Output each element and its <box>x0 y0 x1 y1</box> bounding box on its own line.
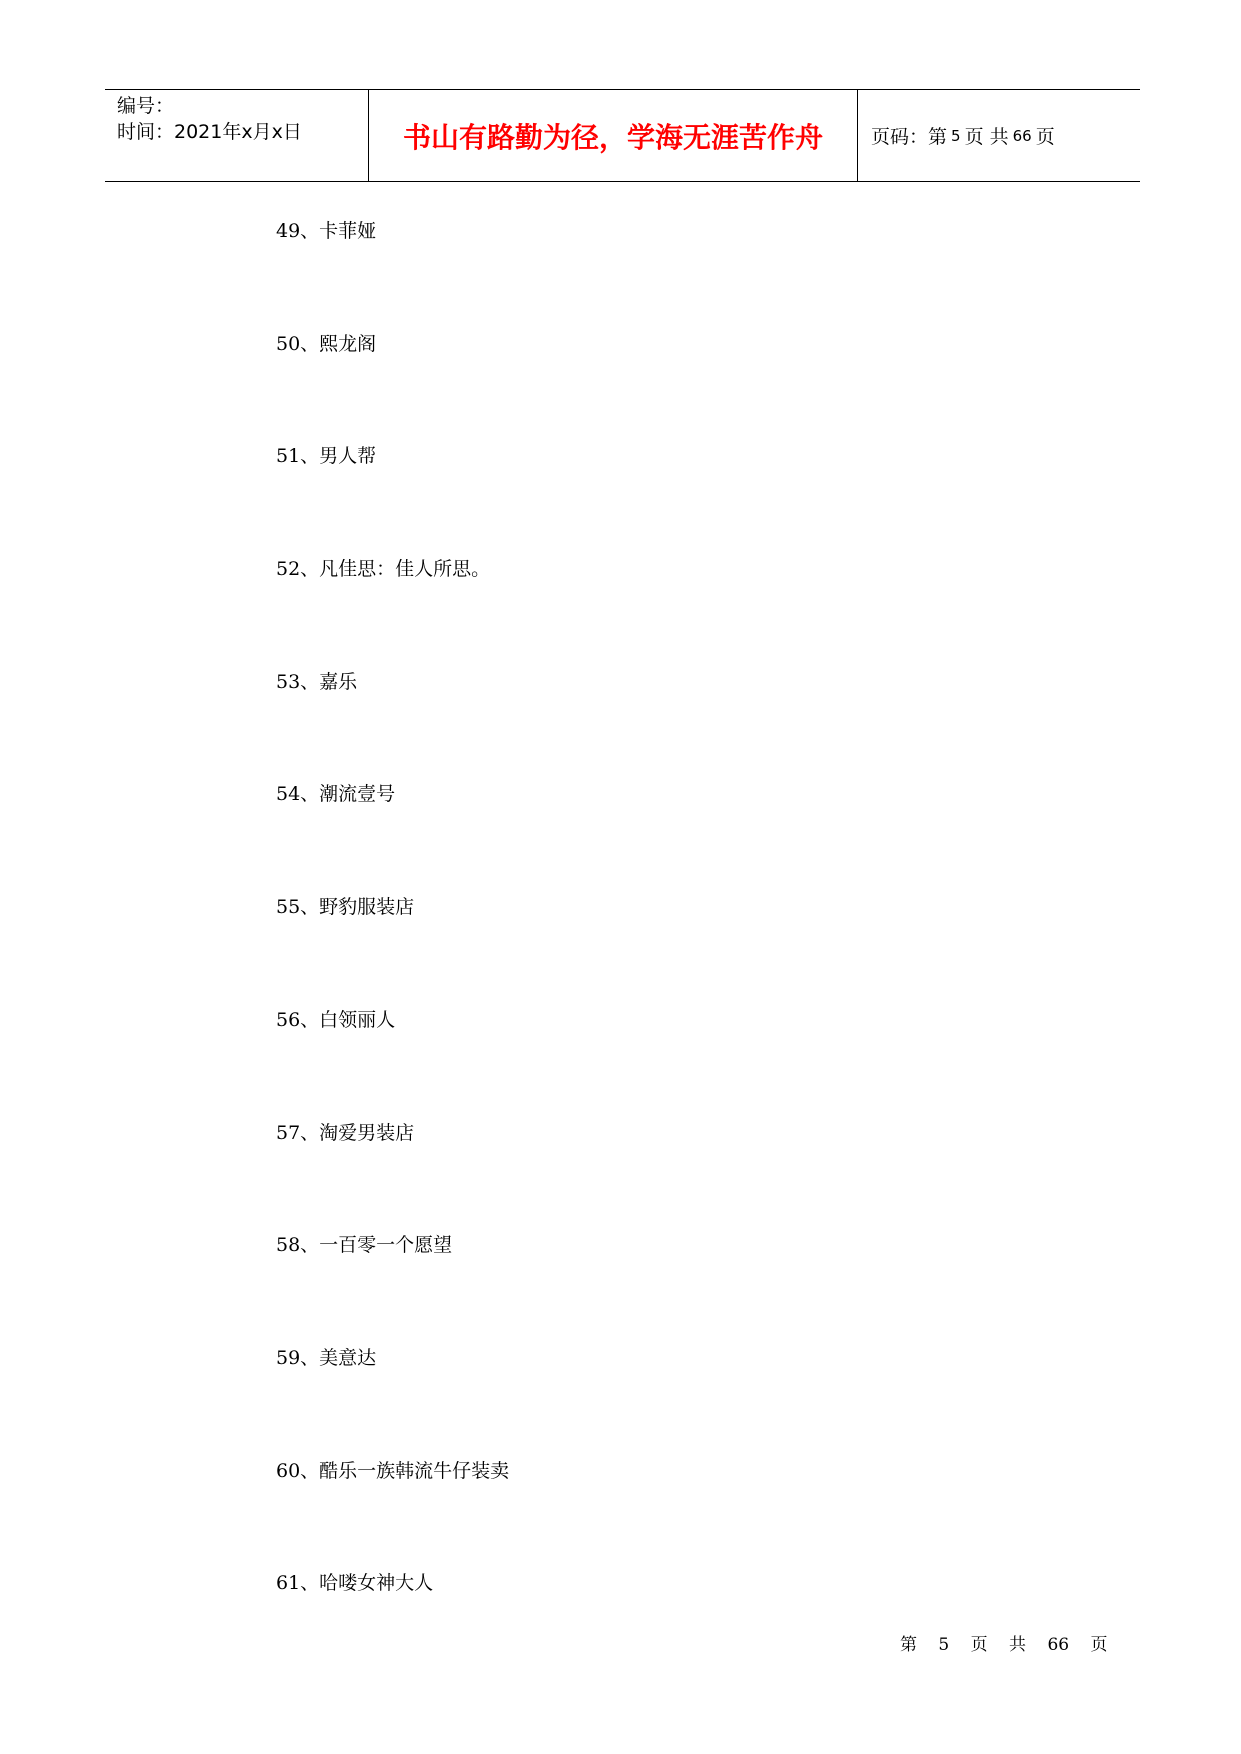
footer-text: 第 <box>900 1635 917 1655</box>
page-mid: 页 共 <box>964 126 1009 148</box>
document-number-label: 编号： <box>117 95 175 117</box>
page-footer <box>900 1630 1118 1655</box>
list-item: 59、美意达 <box>276 1346 377 1369</box>
list-item: 55、野豹服装店 <box>276 896 415 919</box>
list-item: 53、嘉乐 <box>276 670 358 693</box>
footer-text: 共 <box>1009 1635 1027 1655</box>
document-time-label: 时间：2021年x月x日 <box>117 121 302 143</box>
page-suffix: 页 <box>1035 126 1055 148</box>
footer-page-total: 66 <box>1047 1635 1070 1655</box>
page-current: 5 <box>951 126 961 145</box>
header-motto: 书山有路勤为径，学海无涯苦作舟 <box>369 90 858 181</box>
header-meta <box>105 90 369 181</box>
list-item: 56、白领丽人 <box>276 1008 396 1031</box>
footer-text: 页 <box>970 1635 988 1655</box>
list-item: 61、哈喽女神大人 <box>276 1572 434 1595</box>
list-item: 52、凡佳思：佳人所思。 <box>276 558 491 581</box>
list-item: 58、一百零一个愿望 <box>276 1234 453 1257</box>
name-list <box>276 217 509 1682</box>
list-item: 51、男人帮 <box>276 445 377 468</box>
page-prefix: 页码：第 <box>871 126 948 148</box>
list-item: 50、熙龙阁 <box>276 332 377 355</box>
footer-page-current: 5 <box>938 1635 950 1655</box>
page-header <box>105 89 1140 182</box>
list-item: 49、卡菲娅 <box>276 220 377 242</box>
list-item: 60、酷乐一族韩流牛仔装卖 <box>276 1459 510 1482</box>
footer-text: 页 <box>1090 1635 1108 1655</box>
list-item: 54、潮流壹号 <box>276 783 396 806</box>
header-page-indicator <box>858 90 1140 181</box>
list-item: 57、淘爱男装店 <box>276 1121 415 1144</box>
page-total: 66 <box>1012 126 1032 145</box>
